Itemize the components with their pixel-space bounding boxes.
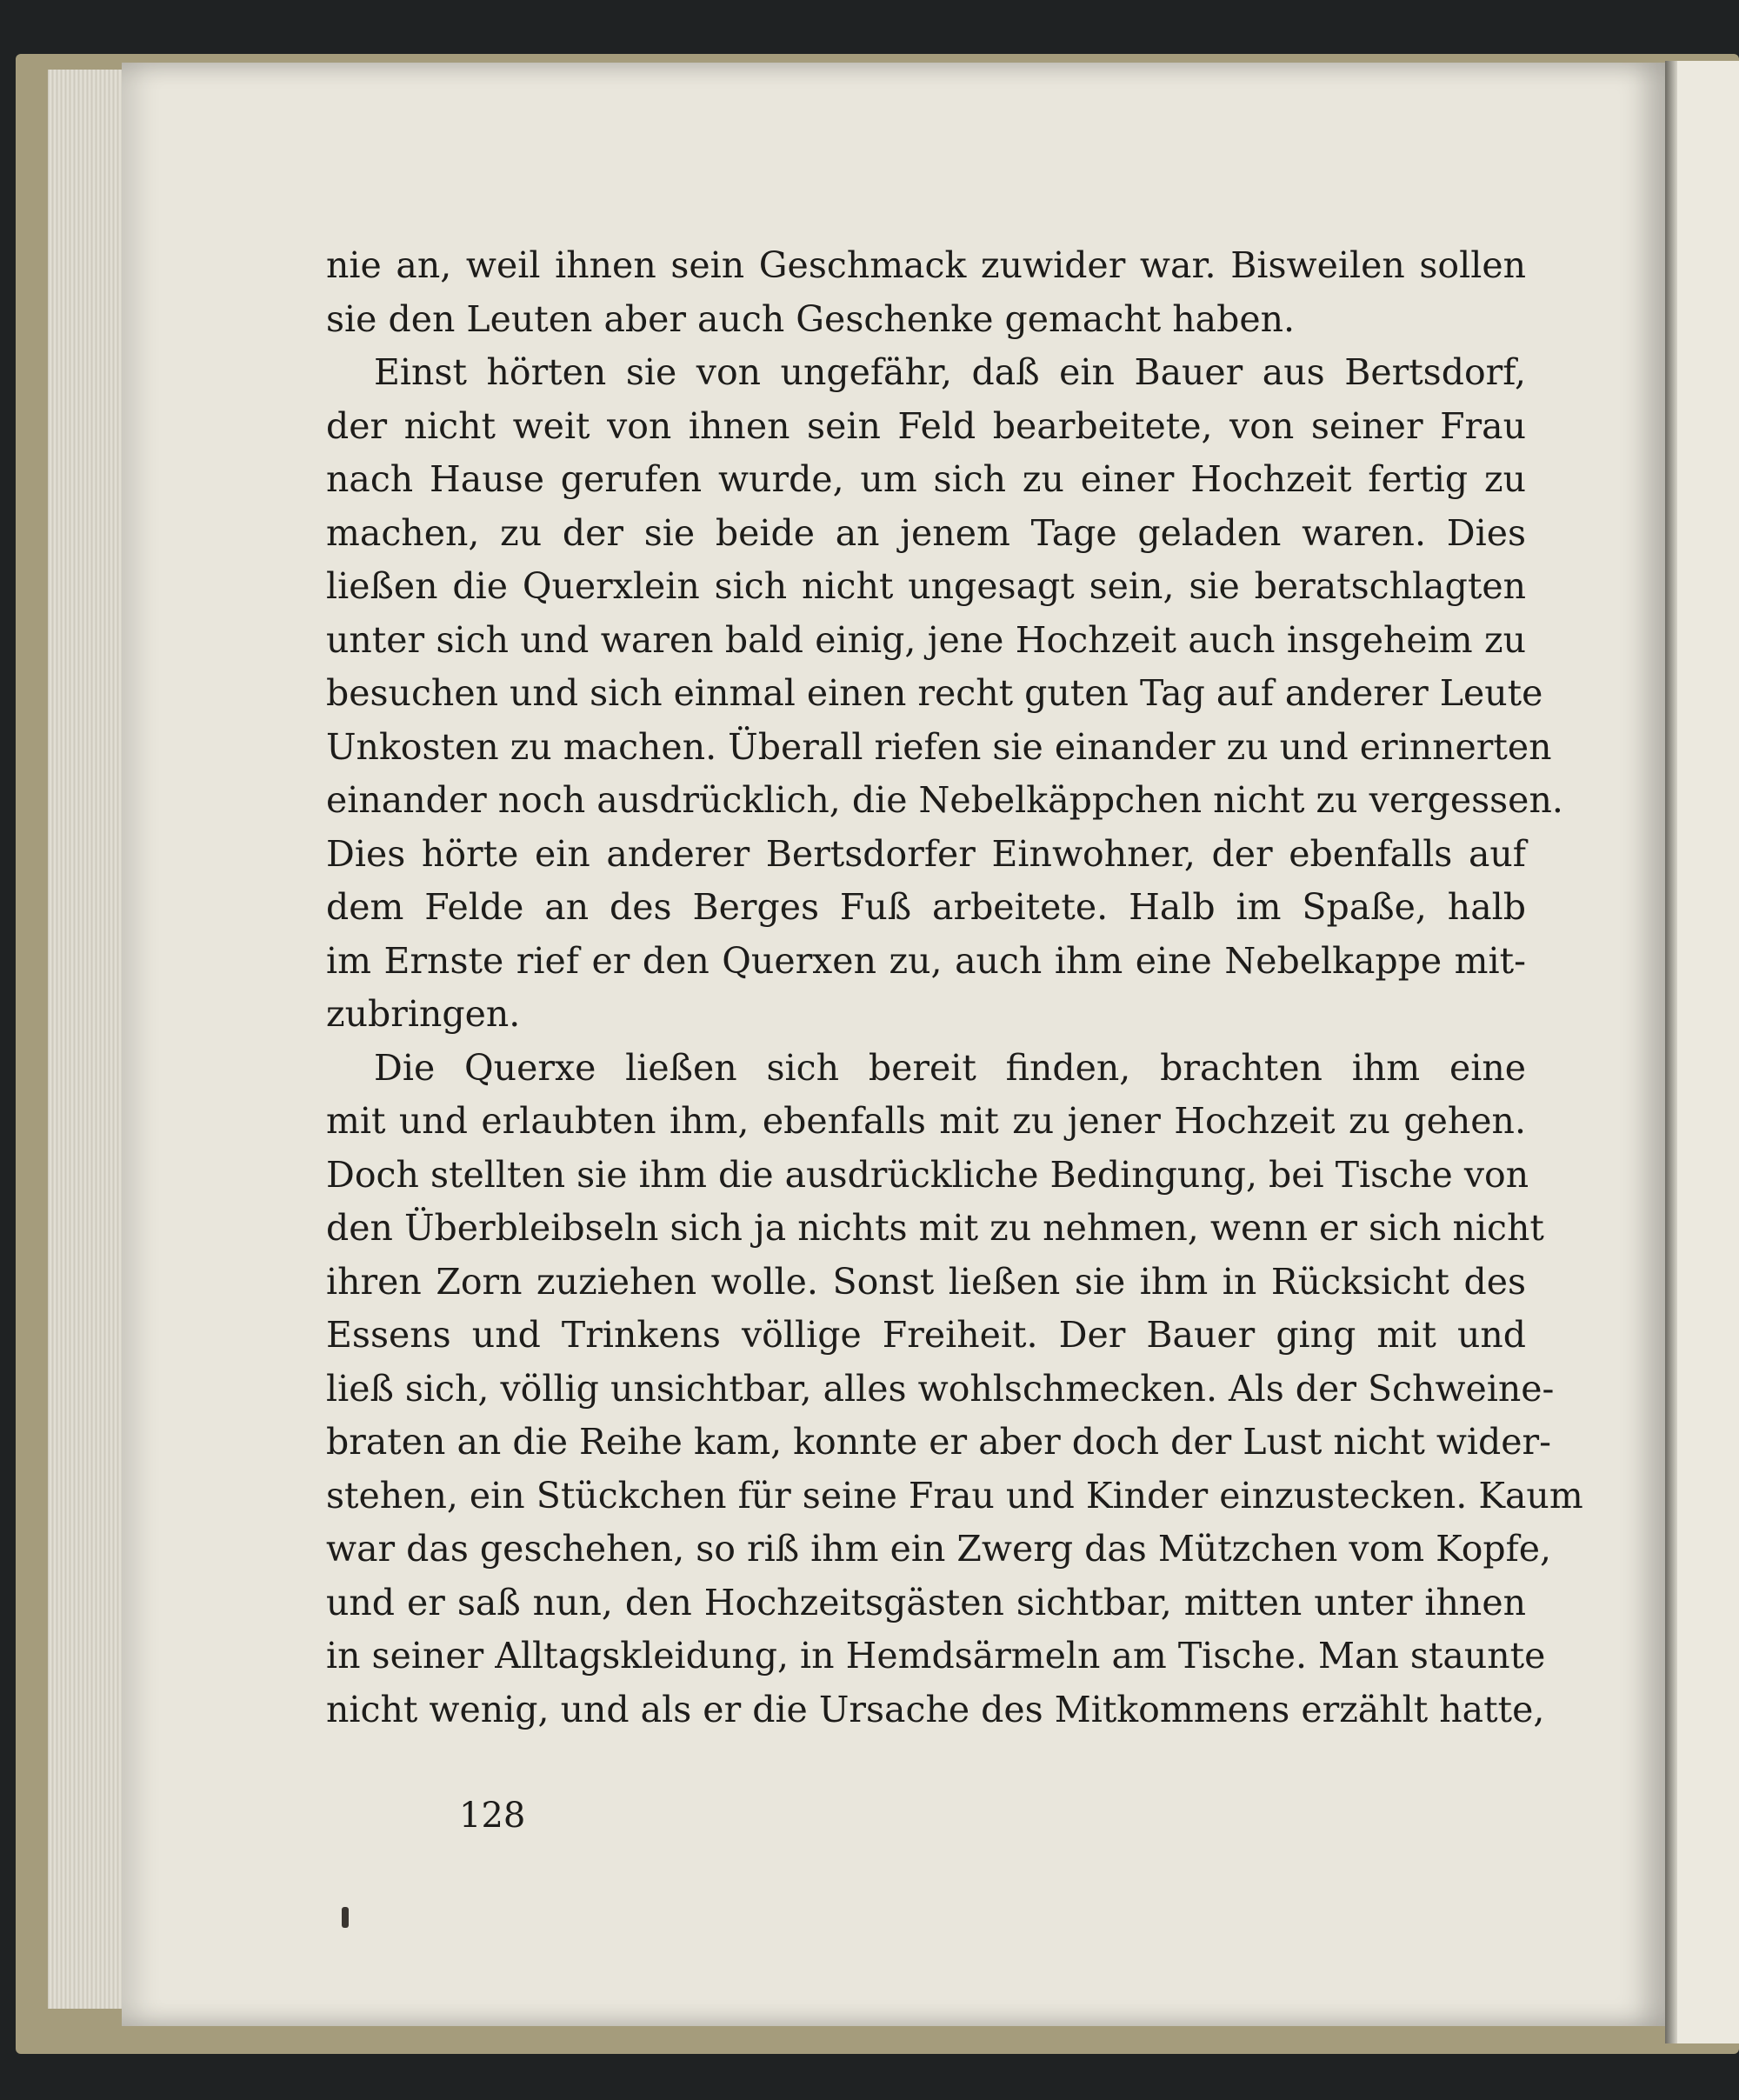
text-line: dem Felde an des Berges Fuß arbeitete. Halb im Spaße, halb	[326, 886, 1526, 928]
text-line: Die Querxe ließen sich bereit finden, brachten ihm eine	[374, 1046, 1526, 1089]
text-line: besuchen und sich einmal einen recht guten Tag auf anderer Leute	[326, 672, 1543, 714]
page-number: 128	[459, 1796, 526, 1836]
text-line: ließ sich, völlig unsichtbar, alles wohlschmecken. Als der Schweine-	[326, 1367, 1555, 1410]
text-line: war das geschehen, so riß ihm ein Zwerg das Mützchen vom Kopfe,	[326, 1528, 1552, 1570]
text-line: ließen die Querxlein sich nicht ungesagt sein, sie beratschlagten	[326, 565, 1526, 607]
text-line: einander noch ausdrücklich, die Nebelkäppchen nicht zu vergessen.	[326, 779, 1563, 821]
text-line: nie an, weil ihnen sein Geschmack zuwider war. Bisweilen sollen	[326, 244, 1526, 286]
text-line: nicht wenig, und als er die Ursache des Mitkommens erzählt hatte,	[326, 1688, 1545, 1730]
text-line: machen, zu der sie beide an jenem Tage geladen waren. Dies	[326, 511, 1526, 554]
text-line: mit und erlaubten ihm, ebenfalls mit zu jener Hochzeit zu gehen.	[326, 1100, 1526, 1142]
text-line: Einst hörten sie von ungefähr, daß ein Bauer aus Bertsdorf,	[374, 351, 1526, 393]
text-line: braten an die Reihe kam, konnte er aber doch der Lust nicht wider-	[326, 1421, 1551, 1463]
text-line: unter sich und waren bald einig, jene Hochzeit auch insgeheim zu	[326, 618, 1526, 661]
pin-mark	[342, 1907, 349, 1928]
text-line: Unkosten zu machen. Überall riefen sie einander zu und erinnerten	[326, 725, 1552, 768]
text-line: im Ernste rief er den Querxen zu, auch ihm eine Nebelkappe mit-	[326, 939, 1526, 982]
text-line: nach Hause gerufen wurde, um sich zu einer Hochzeit fertig zu	[326, 458, 1526, 500]
text-line: den Überbleibseln sich ja nichts mit zu nehmen, wenn er sich nicht	[326, 1207, 1544, 1249]
text-line: Dies hörte ein anderer Bertsdorfer Einwohner, der ebenfalls auf	[326, 832, 1526, 875]
text-line: Doch stellten sie ihm die ausdrückliche Bedingung, bei Tische von	[326, 1153, 1529, 1196]
text-line: und er saß nun, den Hochzeitsgästen sichtbar, mitten unter ihnen	[326, 1581, 1526, 1623]
text-line: ihren Zorn zuziehen wolle. Sonst ließen sie ihm in Rücksicht des	[326, 1260, 1526, 1303]
text-line: der nicht weit von ihnen sein Feld bearbeitete, von seiner Frau	[326, 404, 1526, 447]
text-line: Essens und Trinkens völlige Freiheit. Der Bauer ging mit und	[326, 1314, 1526, 1356]
text-line: zubringen.	[326, 993, 521, 1035]
body-text	[326, 239, 1583, 1737]
book-gutter	[1665, 61, 1677, 2043]
text-line: stehen, ein Stückchen für seine Frau und Kinder einzustecken. Kaum	[326, 1474, 1583, 1517]
text-line: sie den Leuten aber auch Geschenke gemacht haben.	[326, 297, 1296, 340]
text-line: in seiner Alltagskleidung, in Hemdsärmeln am Tische. Man staunte	[326, 1635, 1546, 1677]
